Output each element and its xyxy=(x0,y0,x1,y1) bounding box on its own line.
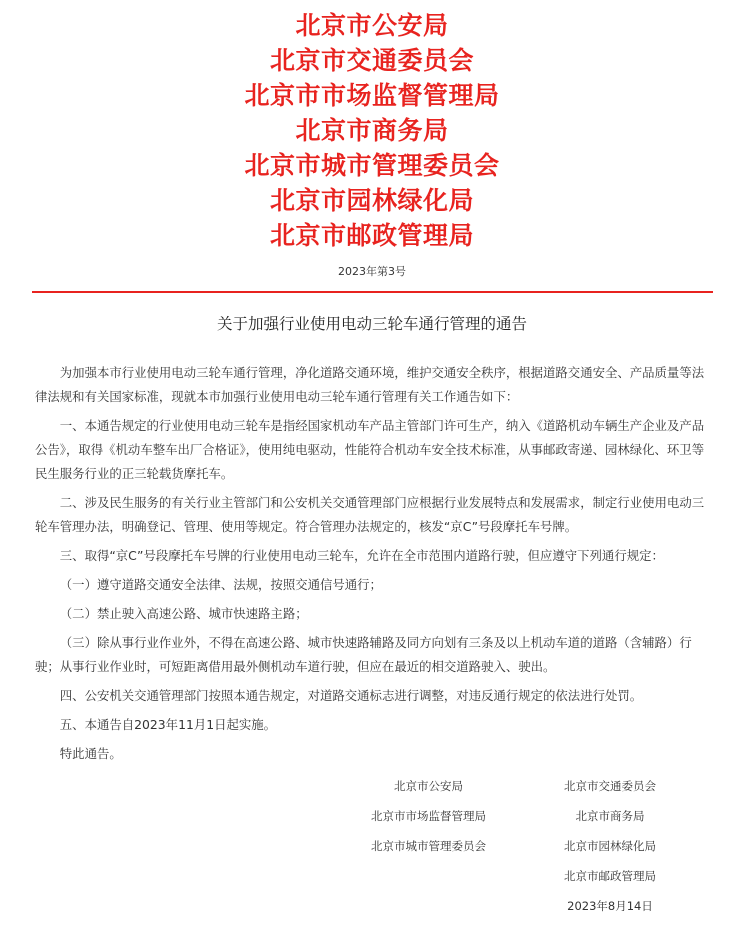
org-name: 北京市园林绿化局 xyxy=(269,186,474,215)
document-number: 2023年第3号 xyxy=(338,265,406,278)
signature-org: 北京市市场监督管理局 xyxy=(371,808,486,823)
red-divider xyxy=(32,291,713,293)
signature-org: 北京市城市管理委员会 xyxy=(371,838,486,853)
paragraph: （三）除从事行业作业外，不得在高速公路、城市快速路辅路及同方向划有三条及以上机动车道的道路（含辅路）行驶；从事行业作业时，可短距离借用最外侧机动车道行驶，但应在最近的相交道路驶入、驶出。 xyxy=(35,634,692,674)
document-body xyxy=(35,361,712,766)
org-name: 北京市市场监督管理局 xyxy=(244,81,500,110)
org-name: 北京市公安局 xyxy=(295,11,449,40)
paragraph: （一）遵守道路交通安全法律、法规，按照交通信号通行； xyxy=(59,576,382,592)
paragraph: 一、本通告规定的行业使用电动三轮车是指经国家机动车产品主管部门许可生产，纳入《道路机动车辆生产企业及产品公告》，取得《机动车整车出厂合格证》，使用纯电驱动，性能符合机动车安全技术标准，从事邮政寄递、园林绿化、环卫等民生服务行业的正三轮载货摩托车。 xyxy=(35,417,705,481)
signature-org: 北京市商务局 xyxy=(575,808,645,823)
org-name: 北京市交通委员会 xyxy=(269,46,474,75)
paragraph: 特此通告。 xyxy=(59,745,122,761)
org-name: 北京市邮政管理局 xyxy=(269,221,474,250)
paragraph: （二）禁止驶入高速公路、城市快速路主路； xyxy=(59,605,308,621)
paragraph: 五、本通告自2023年11月1日起实施。 xyxy=(59,716,277,732)
paragraph: 二、涉及民生服务的有关行业主管部门和公安机关交通管理部门应根据行业发展特点和发展需求，制定行业使用电动三轮车管理办法，明确登记、管理、使用等规定。符合管理办法规定的，核发“京C”号段摩托车号牌。 xyxy=(35,494,705,534)
paragraph: 四、公安机关交通管理部门按照本通告规定，对道路交通标志进行调整，对违反通行规定的依法进行处罚。 xyxy=(59,687,643,703)
signature-block xyxy=(0,776,744,916)
signature-date: 2023年8月14日 xyxy=(567,898,653,913)
signature-org: 北京市园林绿化局 xyxy=(564,838,656,853)
org-name: 北京市城市管理委员会 xyxy=(244,151,500,180)
document-title: 关于加强行业使用电动三轮车通行管理的通告 xyxy=(216,314,527,333)
signature-org: 北京市邮政管理局 xyxy=(564,868,656,883)
issuing-organizations xyxy=(0,0,744,253)
org-name: 北京市商务局 xyxy=(295,116,449,145)
signature-org: 北京市交通委员会 xyxy=(564,778,656,793)
paragraph: 为加强本市行业使用电动三轮车通行管理，净化道路交通环境，维护交通安全秩序，根据道路交通安全、产品质量等法律法规和有关国家标准，现就本市加强行业使用电动三轮车通行管理有关工作通告如下： xyxy=(35,364,705,404)
paragraph: 三、取得“京C”号段摩托车号牌的行业使用电动三轮车，允许在全市范围内道路行驶，但应遵守下列通行规定： xyxy=(59,547,664,563)
signature-org: 北京市公安局 xyxy=(394,778,463,793)
